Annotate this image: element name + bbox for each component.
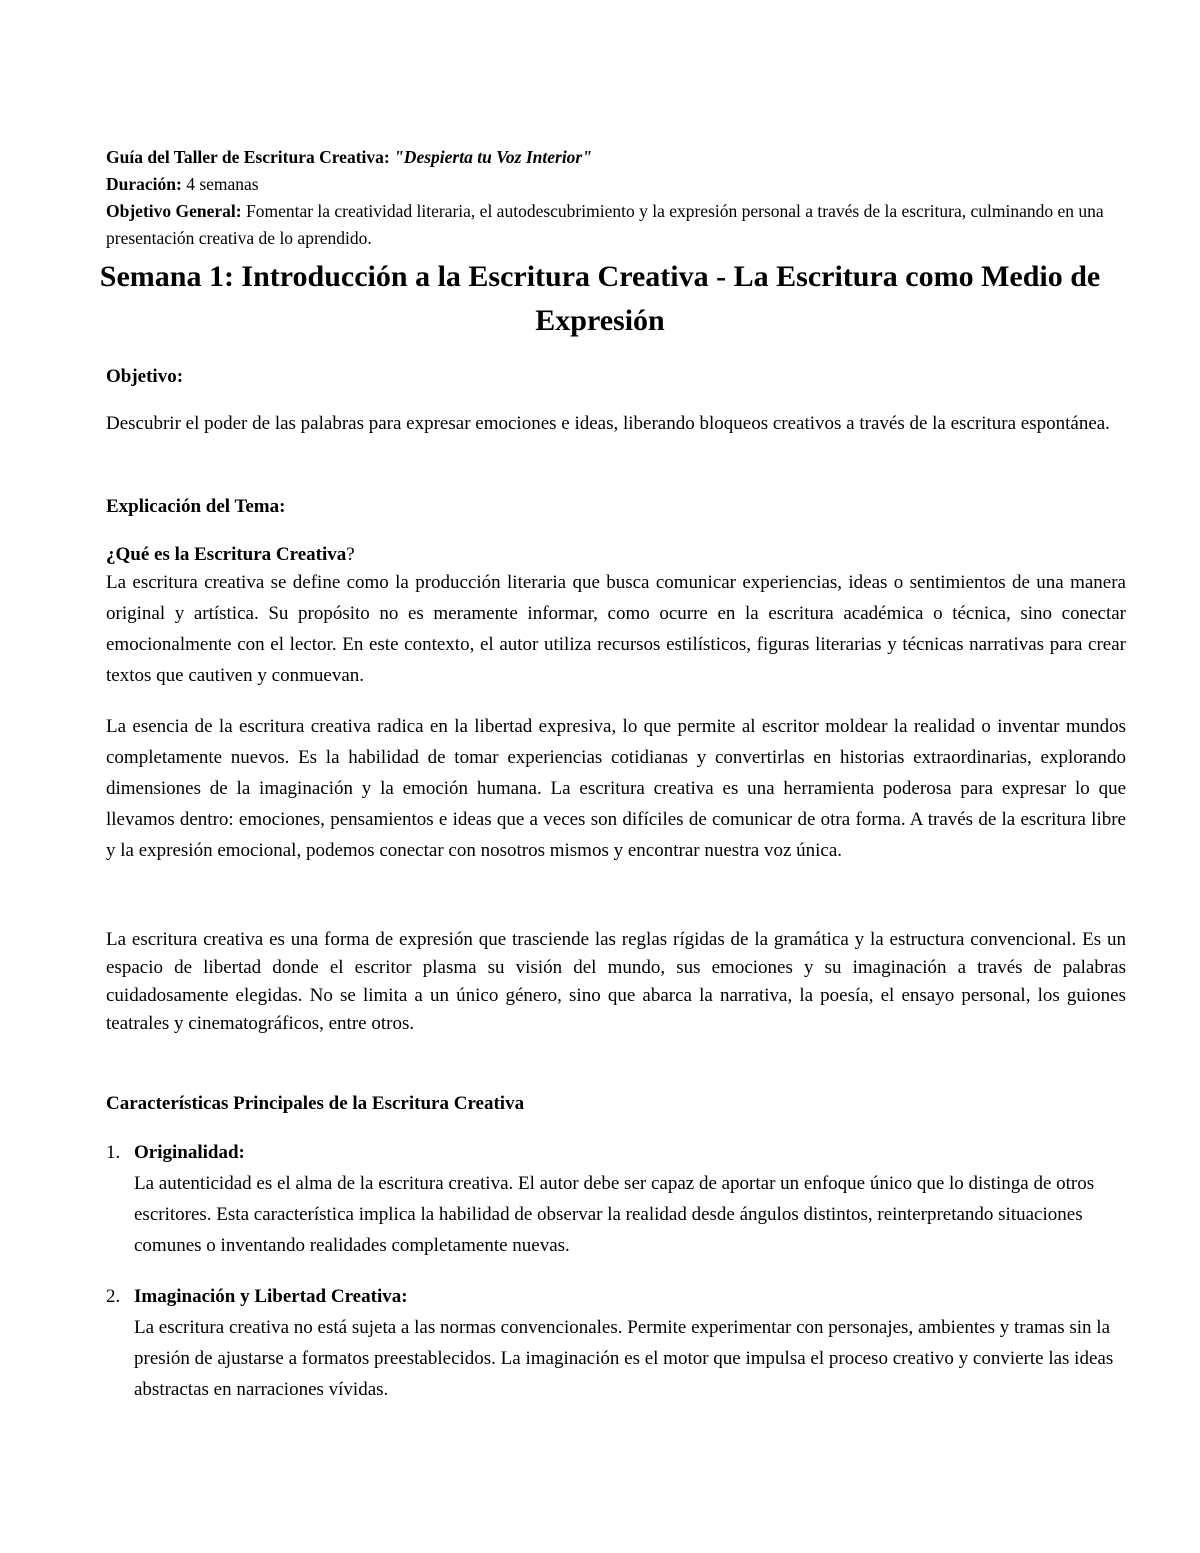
characteristics-heading: Características Principales de la Escritura Creativa [106, 1093, 525, 1114]
list-item-title: Imaginación y Libertad Creativa: [134, 1286, 408, 1307]
list-item-title: Originalidad: [134, 1142, 245, 1163]
general-objective-line [106, 198, 1106, 252]
list-item-number: 2. [106, 1286, 121, 1307]
guide-title-line [106, 144, 1106, 171]
general-objective-label: Objetivo General: [106, 201, 242, 221]
guide-label: Guía del Taller de Escritura Creativa: [106, 147, 390, 167]
list-item-text: La autenticidad es el alma de la escritura creativa. El autor debe ser capaz de aportar un enfoque único que lo distinga de otros escritores. Esta característica implica la habilidad de observar la realidad desde ángulos distintos, reinterpretando situaciones comunes o inventando realidades completamente nuevas. [134, 1173, 1095, 1256]
duration-value: 4 semanas [186, 174, 259, 194]
objective-heading: Objetivo: [106, 366, 184, 387]
duration-label: Duración: [106, 174, 182, 194]
question-heading [106, 539, 1126, 570]
list-item-number: 1. [106, 1142, 121, 1163]
explanation-paragraph-2: La esencia de la escritura creativa radica en la libertad expresiva, lo que permite al escritor moldear la realidad o inventar mundos completamente nuevos. Es la habilidad de tomar experiencias cotidianas y convertirlas en historias extraordinarias, explorando dimensiones de la imaginación y la emoción humana. La escritura creativa es una herramienta poderosa para expresar lo que llevamos dentro: emociones, pensamientos e ideas que a veces son difíciles de comunicar de otra forma. A través de la escritura libre y la expresión emocional, podemos conectar con nosotros mismos y encontrar nuestra voz única. [106, 716, 1126, 861]
week-title: Semana 1: Introducción a la Escritura Creativa - La Escritura como Medio de Expresión [99, 260, 1101, 337]
list-item-text: La escritura creativa no está sujeta a las normas convencionales. Permite experimentar con personajes, ambientes y tramas sin la presión de ajustarse a formatos preestablecidos. La imaginación es el motor que impulsa el proceso creativo y convierte las ideas abstractas en narraciones vívidas. [134, 1317, 1114, 1400]
guide-title: "Despierta tu Voz Interior" [394, 147, 592, 167]
explanation-heading: Explicación del Tema: [106, 496, 286, 517]
guide-header [106, 144, 1106, 252]
explanation-paragraph-1: La escritura creativa se define como la producción literaria que busca comunicar experiencias, ideas o sentimientos de una manera original y artística. Su propósito no es meramente informar, como ocurre en la escritura académica o técnica, sino conectar emocionalmente con el lector. En este contexto, el autor utiliza recursos estilísticos, figuras literarias y técnicas narrativas para crear textos que cautiven y conmuevan. [106, 572, 1126, 686]
objective-text: Descubrir el poder de las palabras para expresar emociones e ideas, liberando bloqueos creativos a través de la escritura espontánea. [106, 413, 1110, 434]
duration-line [106, 171, 1106, 198]
explanation-paragraph-3: La escritura creativa es una forma de expresión que trasciende las reglas rígidas de la gramática y la estructura convencional. Es un espacio de libertad donde el escritor plasma su visión del mundo, sus emociones y su imaginación a través de palabras cuidadosamente elegidas. No se limita a un único género, sino que abarca la narrativa, la poesía, el ensayo personal, los guiones teatrales y cinematográficos, entre otros. [106, 929, 1126, 1034]
question-text: ¿Qué es la Escritura Creativa [106, 544, 347, 565]
general-objective-text: Fomentar la creatividad literaria, el autodescubrimiento y la expresión personal a través de la escritura, culminando en una presentación creativa de lo aprendido. [106, 201, 1104, 248]
question-mark: ? [346, 544, 355, 565]
